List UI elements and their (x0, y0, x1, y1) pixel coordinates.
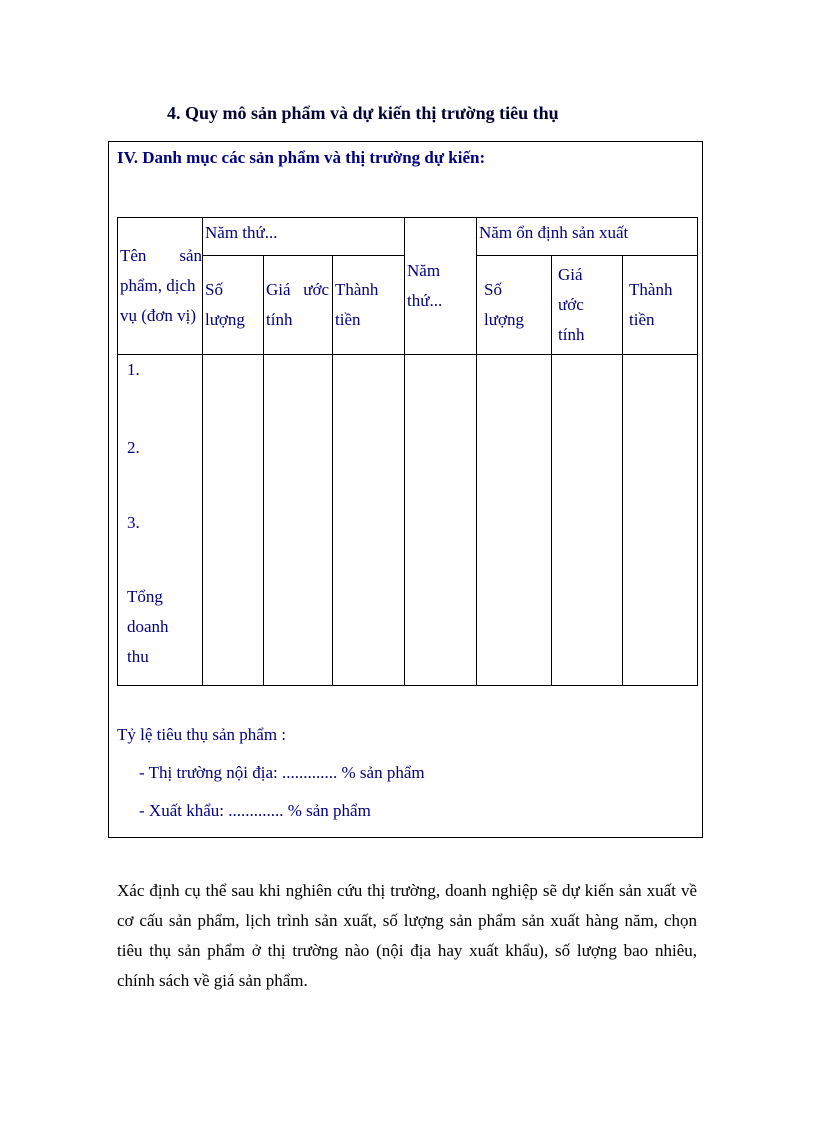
table-cell (264, 355, 333, 686)
header-quantity-2: Số lượng (477, 256, 552, 355)
body-items-cell (118, 355, 203, 686)
total-revenue-label: Tổng doanh thu (127, 587, 169, 666)
domestic-market-line: - Thị trường nội địa: ............. % sản phẩm (139, 763, 425, 782)
table-cell (203, 355, 264, 686)
product-market-box (108, 141, 703, 838)
explanation-paragraph: Xác định cụ thể sau khi nghiên cứu thị trường, doanh nghiệp sẽ dự kiến sản xuất về cơ cấu sản phẩm, lịch trình sản xuất, số lượng sản phẩm sản xuất hàng năm, chọn tiêu thụ sản phẩm ở thị trường nào (nội địa hay xuất khẩu), số lượng bao nhiêu, chính sách về giá sản phẩm. (117, 881, 697, 990)
product-table (117, 217, 698, 686)
table-cell (333, 355, 405, 686)
section-heading: 4. Quy mô sản phẩm và dự kiến thị trường tiêu thụ (167, 103, 559, 123)
header-quantity-1: Số lượng (203, 256, 264, 355)
table-cell (477, 355, 552, 686)
list-item: 3. (127, 513, 140, 532)
box-title: IV. Danh mục các sản phẩm và thị trường dự kiến: (117, 148, 486, 167)
table-cell (552, 355, 623, 686)
list-item: 1. (127, 360, 140, 379)
table-cell (405, 355, 477, 686)
header-year-n: Năm thứ... (203, 218, 405, 256)
header-amount-2: Thành tiền (623, 256, 698, 355)
header-product-name: Tên sản phẩm, dịch vụ (đơn vị) (118, 218, 203, 355)
header-stable-year: Năm ổn định sản xuất (477, 218, 698, 256)
header-est-price-1: Giá ước tính (264, 256, 333, 355)
header-est-price-2: Giá ước tính (552, 256, 623, 355)
export-line: - Xuất khẩu: ............. % sản phẩm (139, 801, 371, 820)
list-item: 2. (127, 438, 140, 457)
consumption-ratio: Tỷ lệ tiêu thụ sản phẩm : (117, 725, 287, 744)
header-mid-year: Năm thứ... (405, 218, 477, 355)
table-cell (623, 355, 698, 686)
header-amount-1: Thành tiền (333, 256, 405, 355)
